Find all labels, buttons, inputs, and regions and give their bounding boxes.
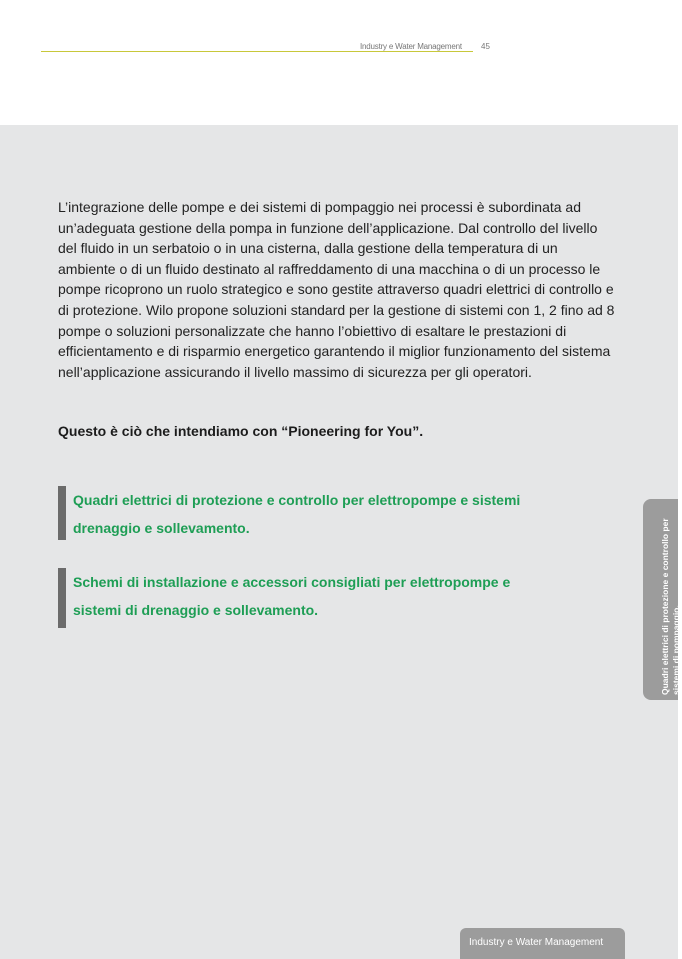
link-schemi-installazione[interactable] xyxy=(58,568,538,628)
header-section-title: Industry e Water Management xyxy=(360,42,462,51)
footer-section-label: Industry e Water Management xyxy=(469,937,604,948)
header-divider xyxy=(41,51,473,52)
footer-section-tab[interactable] xyxy=(460,928,625,959)
side-chapter-tab-label: Quadri elettrici di protezione e controllo per sistemi di pompaggio. xyxy=(660,518,681,695)
link-schemi-installazione-label[interactable]: Schemi di installazione e accessori consigliati per elettropompe e sistemi di drenaggio e sollevamento. xyxy=(73,574,511,618)
intro-paragraph: L’integrazione delle pompe e dei sistemi di pompaggio nei processi è subordinata ad un’adeguata gestione della pompa in funzione dell’applicazione. Dal controllo del livello del fluido in un serbatoio o in una cisterna, dalla gestione della temperatura di un ambiente o di un fluido destinato al raffreddamento di una macchina o di un processo le pompe ricoprono un ruolo strategico e sono gestite attraverso quadri elettrici di controllo e di protezione. Wilo propone soluzioni standard per la gestione di sistemi con 1, 2 fino ad 8 pompe o soluzioni personalizzate che hanno l’obiettivo di esaltare le prestazioni di efficientamento e di risparmio energetico garantendo il miglior funzionamento del sistema nell’applicazione assicurando il livello massimo di sicurezza per gli operatori. xyxy=(58,199,615,380)
side-chapter-tab[interactable] xyxy=(643,499,681,700)
tagline: Questo è ciò che intendiamo con “Pioneering for You”. xyxy=(58,423,424,439)
page-number: 45 xyxy=(481,42,490,51)
link-quadri-elettrici[interactable] xyxy=(58,486,538,542)
link-accent-bar xyxy=(58,568,66,628)
link-accent-bar xyxy=(58,486,66,540)
link-quadri-elettrici-label[interactable]: Quadri elettrici di protezione e controllo per elettropompe e sistemi drenaggio e sollevamento. xyxy=(73,492,521,536)
